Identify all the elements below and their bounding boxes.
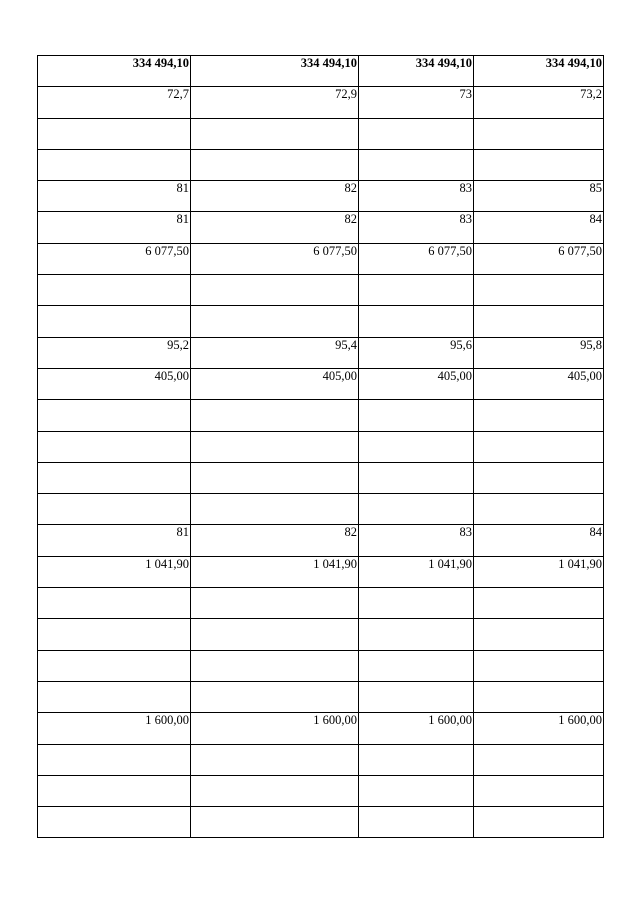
table-cell: 73,2 (474, 87, 604, 118)
table-cell: 83 (359, 181, 474, 212)
table-cell (38, 431, 191, 462)
table-cell (191, 807, 359, 838)
table-cell (474, 681, 604, 712)
table-cell (38, 619, 191, 650)
table-cell (191, 462, 359, 493)
table-row (38, 681, 604, 712)
table-cell: 334 494,10 (474, 56, 604, 87)
table-cell (38, 681, 191, 712)
table-row (38, 337, 604, 368)
table-row (38, 181, 604, 212)
table-cell (474, 650, 604, 681)
data-table (37, 55, 604, 838)
table-cell: 405,00 (474, 368, 604, 399)
table-row (38, 275, 604, 306)
table-cell: 1 041,90 (359, 556, 474, 587)
table-cell (474, 462, 604, 493)
table-cell (38, 744, 191, 775)
table-row (38, 619, 604, 650)
table-row (38, 118, 604, 149)
table-cell (191, 149, 359, 180)
table-cell (359, 807, 474, 838)
table-cell (474, 775, 604, 806)
table-cell (474, 619, 604, 650)
table-cell: 1 600,00 (359, 713, 474, 744)
table-cell (191, 494, 359, 525)
table-cell: 82 (191, 212, 359, 243)
table-cell (38, 775, 191, 806)
table-cell (359, 431, 474, 462)
table-cell (191, 681, 359, 712)
table-cell (359, 494, 474, 525)
table-cell (359, 275, 474, 306)
table-cell (38, 650, 191, 681)
table-cell (191, 275, 359, 306)
table-cell: 83 (359, 525, 474, 556)
table-cell (474, 494, 604, 525)
table-cell (474, 275, 604, 306)
table-cell (191, 118, 359, 149)
table-cell: 1 041,90 (38, 556, 191, 587)
table-row (38, 525, 604, 556)
table-cell (191, 400, 359, 431)
table-cell (359, 744, 474, 775)
table-cell (474, 149, 604, 180)
table-cell: 6 077,50 (191, 243, 359, 274)
table-row (38, 650, 604, 681)
table-cell: 1 600,00 (38, 713, 191, 744)
table-cell: 6 077,50 (474, 243, 604, 274)
table-cell: 81 (38, 525, 191, 556)
table-cell (191, 306, 359, 337)
table-cell (359, 462, 474, 493)
table-cell: 405,00 (191, 368, 359, 399)
table-row (38, 556, 604, 587)
table-row (38, 807, 604, 838)
table-cell: 1 600,00 (474, 713, 604, 744)
table-cell (38, 588, 191, 619)
table-cell: 334 494,10 (191, 56, 359, 87)
table-cell (359, 775, 474, 806)
table-row (38, 243, 604, 274)
table-cell (474, 118, 604, 149)
table-row (38, 56, 604, 87)
table-cell: 334 494,10 (38, 56, 191, 87)
table-cell (474, 807, 604, 838)
table-cell: 95,2 (38, 337, 191, 368)
table-cell (359, 681, 474, 712)
table-cell: 95,8 (474, 337, 604, 368)
table-cell: 95,4 (191, 337, 359, 368)
data-table-body (38, 56, 604, 838)
table-cell: 95,6 (359, 337, 474, 368)
table-row (38, 431, 604, 462)
table-cell: 84 (474, 525, 604, 556)
table-cell (191, 744, 359, 775)
table-cell: 405,00 (38, 368, 191, 399)
table-cell (38, 807, 191, 838)
table-row (38, 87, 604, 118)
table-cell (191, 619, 359, 650)
table-cell (474, 588, 604, 619)
table-row (38, 744, 604, 775)
table-cell: 82 (191, 181, 359, 212)
table-cell: 82 (191, 525, 359, 556)
table-cell (474, 744, 604, 775)
table-cell (191, 775, 359, 806)
table-cell (359, 650, 474, 681)
table-cell: 6 077,50 (359, 243, 474, 274)
table-cell (38, 462, 191, 493)
table-cell: 81 (38, 181, 191, 212)
table-row (38, 400, 604, 431)
table-cell (359, 619, 474, 650)
table-cell: 84 (474, 212, 604, 243)
table-cell (38, 400, 191, 431)
table-cell: 6 077,50 (38, 243, 191, 274)
table-row (38, 588, 604, 619)
table-row (38, 462, 604, 493)
table-row (38, 212, 604, 243)
table-cell: 1 041,90 (474, 556, 604, 587)
table-cell (359, 306, 474, 337)
table-cell: 83 (359, 212, 474, 243)
table-cell: 73 (359, 87, 474, 118)
table-cell (359, 149, 474, 180)
table-row (38, 713, 604, 744)
table-cell: 72,7 (38, 87, 191, 118)
table-row (38, 494, 604, 525)
table-row (38, 306, 604, 337)
table-cell (474, 400, 604, 431)
table-cell (359, 400, 474, 431)
table-cell (474, 306, 604, 337)
table-cell: 405,00 (359, 368, 474, 399)
table-cell (38, 306, 191, 337)
table-cell (359, 588, 474, 619)
table-row (38, 775, 604, 806)
table-cell: 1 041,90 (191, 556, 359, 587)
table-cell (191, 588, 359, 619)
table-cell (38, 494, 191, 525)
table-cell (359, 118, 474, 149)
table-row (38, 368, 604, 399)
table-row (38, 149, 604, 180)
table-cell (191, 431, 359, 462)
table-cell (191, 650, 359, 681)
table-cell (474, 431, 604, 462)
table-cell: 81 (38, 212, 191, 243)
table-cell: 1 600,00 (191, 713, 359, 744)
table-cell: 72,9 (191, 87, 359, 118)
table-cell: 85 (474, 181, 604, 212)
table-cell (38, 149, 191, 180)
table-cell (38, 275, 191, 306)
table-cell: 334 494,10 (359, 56, 474, 87)
table-cell (38, 118, 191, 149)
